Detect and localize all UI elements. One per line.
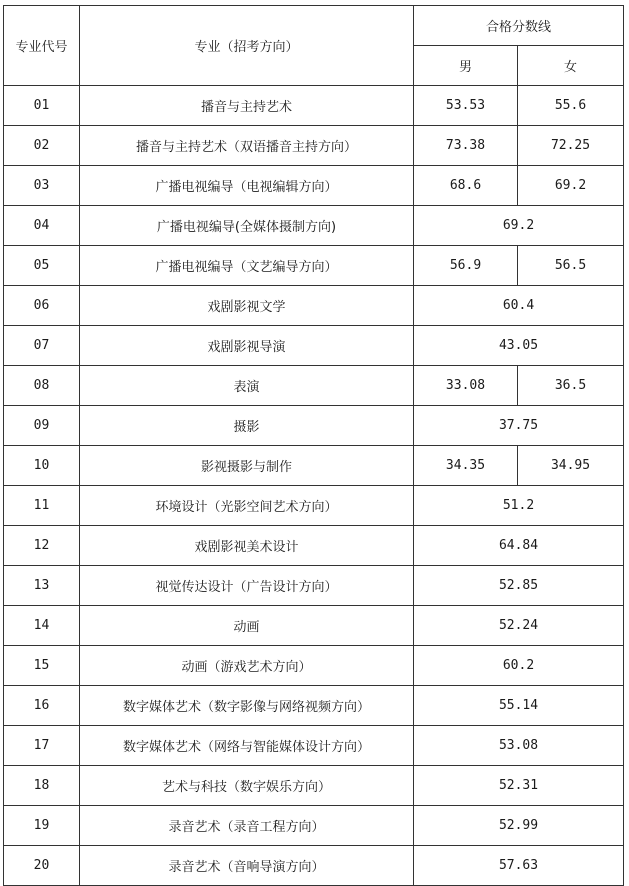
header-score: 合格分数线	[414, 6, 624, 46]
row-score-male: 33.08	[414, 366, 518, 406]
row-score-female: 72.25	[518, 126, 624, 166]
row-major: 动画（游戏艺术方向）	[80, 646, 414, 686]
table-row	[4, 806, 624, 846]
row-score-combined: 53.08	[414, 726, 624, 766]
row-code: 06	[4, 286, 80, 326]
row-major: 录音艺术（音响导演方向）	[80, 846, 414, 886]
row-major: 表演	[80, 366, 414, 406]
table-row	[4, 766, 624, 806]
row-score-combined: 52.31	[414, 766, 624, 806]
row-major: 戏剧影视美术设计	[80, 526, 414, 566]
row-code: 08	[4, 366, 80, 406]
row-major: 播音与主持艺术（双语播音主持方向）	[80, 126, 414, 166]
table-row	[4, 126, 624, 166]
table-row	[4, 406, 624, 446]
row-code: 11	[4, 486, 80, 526]
header-major: 专业（招考方向）	[80, 6, 414, 86]
table-row	[4, 286, 624, 326]
row-code: 09	[4, 406, 80, 446]
row-code: 20	[4, 846, 80, 886]
row-major: 数字媒体艺术（数字影像与网络视频方向）	[80, 686, 414, 726]
table-row	[4, 566, 624, 606]
row-score-combined: 51.2	[414, 486, 624, 526]
score-table-container	[3, 5, 624, 886]
table-row	[4, 846, 624, 886]
row-code: 12	[4, 526, 80, 566]
row-major: 戏剧影视文学	[80, 286, 414, 326]
row-major: 影视摄影与制作	[80, 446, 414, 486]
table-row	[4, 446, 624, 486]
table-row	[4, 86, 624, 126]
row-major: 摄影	[80, 406, 414, 446]
row-code: 14	[4, 606, 80, 646]
row-score-male: 56.9	[414, 246, 518, 286]
row-major: 数字媒体艺术（网络与智能媒体设计方向）	[80, 726, 414, 766]
row-score-male: 68.6	[414, 166, 518, 206]
row-code: 05	[4, 246, 80, 286]
row-major: 广播电视编导（文艺编导方向）	[80, 246, 414, 286]
header-code: 专业代号	[4, 6, 80, 86]
row-code: 13	[4, 566, 80, 606]
row-score-female: 55.6	[518, 86, 624, 126]
row-major: 广播电视编导（电视编辑方向）	[80, 166, 414, 206]
row-code: 07	[4, 326, 80, 366]
table-row	[4, 326, 624, 366]
table-row	[4, 726, 624, 766]
table-row	[4, 166, 624, 206]
row-score-combined: 52.24	[414, 606, 624, 646]
row-score-male: 53.53	[414, 86, 518, 126]
row-score-female: 36.5	[518, 366, 624, 406]
row-code: 16	[4, 686, 80, 726]
row-score-combined: 43.05	[414, 326, 624, 366]
row-code: 18	[4, 766, 80, 806]
table-row	[4, 686, 624, 726]
table-body	[4, 86, 624, 886]
table-row	[4, 366, 624, 406]
score-table	[3, 5, 624, 886]
row-code: 04	[4, 206, 80, 246]
row-major: 戏剧影视导演	[80, 326, 414, 366]
row-code: 15	[4, 646, 80, 686]
row-code: 01	[4, 86, 80, 126]
row-score-combined: 60.4	[414, 286, 624, 326]
table-row	[4, 646, 624, 686]
row-code: 19	[4, 806, 80, 846]
row-score-combined: 52.99	[414, 806, 624, 846]
row-major: 动画	[80, 606, 414, 646]
row-score-male: 73.38	[414, 126, 518, 166]
row-score-combined: 52.85	[414, 566, 624, 606]
row-score-combined: 69.2	[414, 206, 624, 246]
row-score-female: 56.5	[518, 246, 624, 286]
row-major: 播音与主持艺术	[80, 86, 414, 126]
row-major: 广播电视编导(全媒体摄制方向)	[80, 206, 414, 246]
row-score-combined: 64.84	[414, 526, 624, 566]
row-code: 10	[4, 446, 80, 486]
row-score-combined: 57.63	[414, 846, 624, 886]
table-row	[4, 526, 624, 566]
row-score-female: 34.95	[518, 446, 624, 486]
table-row	[4, 606, 624, 646]
table-row	[4, 246, 624, 286]
row-major: 视觉传达设计（广告设计方向）	[80, 566, 414, 606]
row-score-combined: 60.2	[414, 646, 624, 686]
row-score-combined: 37.75	[414, 406, 624, 446]
row-score-combined: 55.14	[414, 686, 624, 726]
row-score-female: 69.2	[518, 166, 624, 206]
row-major: 环境设计（光影空间艺术方向）	[80, 486, 414, 526]
table-row	[4, 206, 624, 246]
header-male: 男	[414, 46, 518, 86]
row-code: 03	[4, 166, 80, 206]
header-female: 女	[518, 46, 624, 86]
table-row	[4, 486, 624, 526]
row-major: 艺术与科技（数字娱乐方向）	[80, 766, 414, 806]
header-row	[4, 6, 624, 46]
row-code: 17	[4, 726, 80, 766]
row-code: 02	[4, 126, 80, 166]
row-score-male: 34.35	[414, 446, 518, 486]
row-major: 录音艺术（录音工程方向）	[80, 806, 414, 846]
